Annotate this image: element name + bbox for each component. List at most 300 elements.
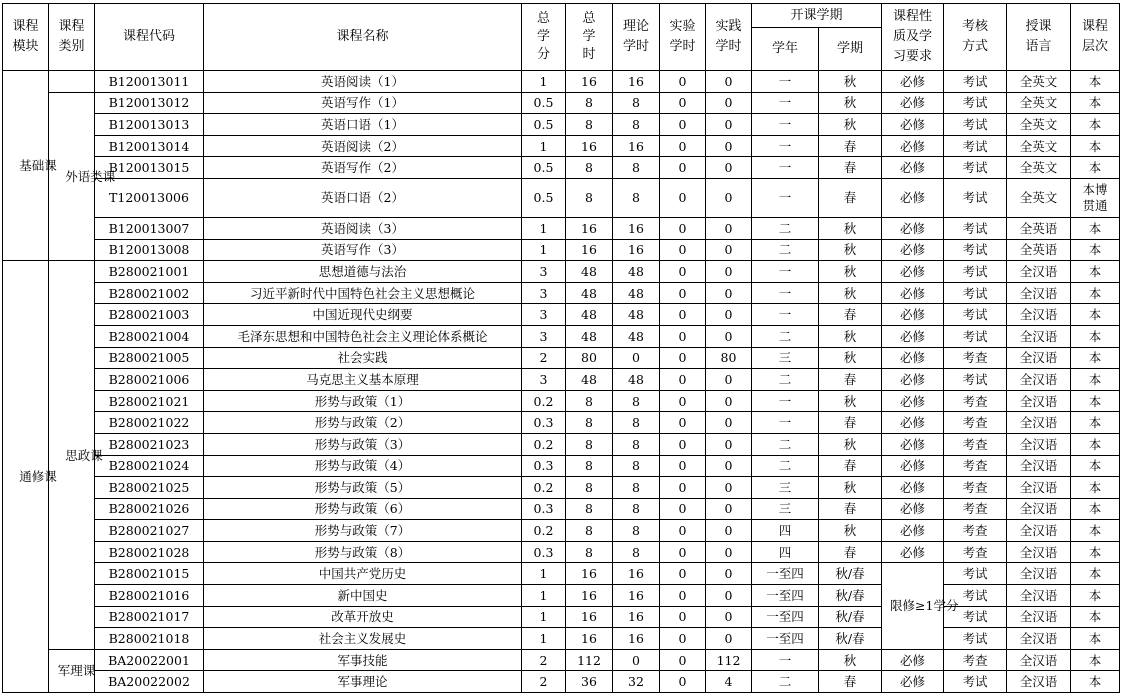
cell-lang: 全汉语	[1007, 282, 1071, 304]
cell-credits: 0.3	[522, 541, 566, 563]
table-row	[3, 541, 1120, 563]
cell-theory: 48	[613, 261, 660, 283]
cell-year: 一至四	[752, 606, 819, 628]
cell-theory: 16	[613, 585, 660, 607]
cell-lab: 0	[660, 261, 706, 283]
cell-nature: 必修	[882, 347, 944, 369]
cell-credits: 3	[522, 282, 566, 304]
cell-theory: 16	[613, 135, 660, 157]
cell-year: 一	[752, 412, 819, 434]
cell-sem: 春	[819, 135, 882, 157]
cell-practice: 0	[706, 157, 752, 179]
category-political: 思政课	[49, 261, 95, 650]
cell-assess: 考试	[944, 261, 1007, 283]
cell-year: 二	[752, 217, 819, 239]
table-row	[3, 412, 1120, 434]
cell-lang: 全汉语	[1007, 671, 1071, 693]
cell-level: 本	[1071, 114, 1120, 136]
cell-lang: 全英文	[1007, 178, 1071, 217]
cell-level: 本	[1071, 585, 1120, 607]
cell-assess: 考试	[944, 282, 1007, 304]
cell-code: B120013007	[95, 217, 204, 239]
table-row	[3, 178, 1120, 217]
module-basic: 基础课	[3, 71, 49, 261]
cell-assess: 考查	[944, 433, 1007, 455]
cell-name: 形势与政策（8）	[204, 541, 522, 563]
cell-year: 一	[752, 390, 819, 412]
cell-lang: 全汉语	[1007, 369, 1071, 391]
cell-code: B280021017	[95, 606, 204, 628]
cell-nature: 必修	[882, 433, 944, 455]
cell-theory: 48	[613, 282, 660, 304]
cell-nature: 必修	[882, 390, 944, 412]
cell-practice: 80	[706, 347, 752, 369]
table-row	[3, 261, 1120, 283]
cell-nature: 必修	[882, 671, 944, 693]
cell-name: 英语阅读（1）	[204, 71, 522, 93]
cell-name: 习近平新时代中国特色社会主义思想概论	[204, 282, 522, 304]
cell-year: 二	[752, 671, 819, 693]
table-row	[3, 304, 1120, 326]
cell-year: 二	[752, 455, 819, 477]
cell-lang: 全汉语	[1007, 433, 1071, 455]
cell-practice: 0	[706, 606, 752, 628]
cell-sem: 春	[819, 541, 882, 563]
cell-practice: 0	[706, 477, 752, 499]
cell-credits: 0.5	[522, 178, 566, 217]
cell-lab: 0	[660, 390, 706, 412]
cell-level: 本	[1071, 606, 1120, 628]
cell-code: B280021004	[95, 325, 204, 347]
course-table-body	[3, 71, 1120, 693]
cell-assess: 考试	[944, 71, 1007, 93]
cell-lang: 全英文	[1007, 135, 1071, 157]
cell-code: B280021002	[95, 282, 204, 304]
cell-credits: 1	[522, 135, 566, 157]
cell-level: 本	[1071, 217, 1120, 239]
cell-lab: 0	[660, 347, 706, 369]
cell-lab: 0	[660, 585, 706, 607]
cell-nature: 必修	[882, 135, 944, 157]
cell-name: 英语写作（2）	[204, 157, 522, 179]
cell-lab: 0	[660, 563, 706, 585]
cell-hours: 48	[566, 304, 613, 326]
cell-theory: 16	[613, 217, 660, 239]
header-assess: 考核方式	[944, 4, 1007, 71]
cell-nature: 必修	[882, 477, 944, 499]
cell-name: 思想道德与法治	[204, 261, 522, 283]
cell-code: B280021024	[95, 455, 204, 477]
cell-lab: 0	[660, 455, 706, 477]
cell-name: 毛泽东思想和中国特色社会主义理论体系概论	[204, 325, 522, 347]
cell-year: 三	[752, 498, 819, 520]
cell-year: 一至四	[752, 628, 819, 650]
table-row	[3, 433, 1120, 455]
cell-credits: 0.2	[522, 520, 566, 542]
cell-name: 军事技能	[204, 649, 522, 671]
cell-hours: 16	[566, 239, 613, 261]
cell-assess: 考查	[944, 649, 1007, 671]
cell-name: 马克思主义基本原理	[204, 369, 522, 391]
cell-hours: 8	[566, 412, 613, 434]
cell-name: 中国共产党历史	[204, 563, 522, 585]
cell-level: 本	[1071, 261, 1120, 283]
header-name: 课程名称	[204, 4, 522, 71]
cell-theory: 8	[613, 477, 660, 499]
cell-code: B280021018	[95, 628, 204, 650]
cell-hours: 8	[566, 114, 613, 136]
cell-theory: 8	[613, 92, 660, 114]
table-row	[3, 649, 1120, 671]
cell-hours: 16	[566, 585, 613, 607]
cell-practice: 0	[706, 114, 752, 136]
cell-name: 英语口语（1）	[204, 114, 522, 136]
cell-name: 改革开放史	[204, 606, 522, 628]
cell-credits: 0.5	[522, 157, 566, 179]
cell-level: 本	[1071, 282, 1120, 304]
cell-assess: 考查	[944, 390, 1007, 412]
cell-lab: 0	[660, 498, 706, 520]
cell-practice: 0	[706, 135, 752, 157]
cell-code: BA20022002	[95, 671, 204, 693]
cell-practice: 0	[706, 520, 752, 542]
cell-nature: 必修	[882, 520, 944, 542]
cell-theory: 48	[613, 325, 660, 347]
cell-credits: 2	[522, 347, 566, 369]
cell-assess: 考试	[944, 217, 1007, 239]
cell-hours: 112	[566, 649, 613, 671]
table-row	[3, 325, 1120, 347]
cell-hours: 8	[566, 92, 613, 114]
cell-hours: 8	[566, 520, 613, 542]
cell-lab: 0	[660, 157, 706, 179]
cell-nature: 必修	[882, 114, 944, 136]
cell-level: 本	[1071, 541, 1120, 563]
cell-credits: 3	[522, 325, 566, 347]
cell-level: 本	[1071, 433, 1120, 455]
cell-sem: 秋	[819, 325, 882, 347]
cell-lang: 全汉语	[1007, 563, 1071, 585]
cell-theory: 16	[613, 563, 660, 585]
table-row	[3, 671, 1120, 693]
cell-year: 一	[752, 304, 819, 326]
cell-year: 一	[752, 114, 819, 136]
header-level: 课程层次	[1071, 4, 1120, 71]
cell-hours: 80	[566, 347, 613, 369]
cell-practice: 0	[706, 325, 752, 347]
cell-lang: 全汉语	[1007, 520, 1071, 542]
cell-practice: 0	[706, 412, 752, 434]
cell-code: B120013013	[95, 114, 204, 136]
cell-sem: 春	[819, 304, 882, 326]
table-row	[3, 628, 1120, 650]
cell-lab: 0	[660, 412, 706, 434]
header-term-group: 开课学期	[752, 4, 882, 28]
cell-year: 一至四	[752, 585, 819, 607]
cell-credits: 0.2	[522, 390, 566, 412]
cell-theory: 48	[613, 369, 660, 391]
cell-hours: 16	[566, 606, 613, 628]
cell-level: 本	[1071, 239, 1120, 261]
cell-level: 本	[1071, 563, 1120, 585]
cell-hours: 8	[566, 498, 613, 520]
cell-credits: 1	[522, 606, 566, 628]
cell-name: 形势与政策（1）	[204, 390, 522, 412]
cell-code: B280021021	[95, 390, 204, 412]
cell-lang: 全英文	[1007, 71, 1071, 93]
cell-assess: 考查	[944, 455, 1007, 477]
table-row	[3, 157, 1120, 179]
module-general: 通修课	[3, 261, 49, 693]
cell-code: BA20022001	[95, 649, 204, 671]
cell-name: 中国近现代史纲要	[204, 304, 522, 326]
cell-credits: 0.2	[522, 477, 566, 499]
cell-sem: 秋/春	[819, 628, 882, 650]
cell-sem: 秋	[819, 282, 882, 304]
cell-credits: 3	[522, 304, 566, 326]
cell-practice: 0	[706, 304, 752, 326]
cell-lang: 全汉语	[1007, 606, 1071, 628]
cell-lab: 0	[660, 477, 706, 499]
table-row	[3, 498, 1120, 520]
cell-practice: 0	[706, 261, 752, 283]
cell-hours: 8	[566, 541, 613, 563]
cell-nature: 必修	[882, 325, 944, 347]
cell-practice: 0	[706, 217, 752, 239]
cell-credits: 2	[522, 649, 566, 671]
cell-sem: 秋/春	[819, 563, 882, 585]
cell-assess: 考查	[944, 520, 1007, 542]
cell-assess: 考试	[944, 325, 1007, 347]
cell-level: 本	[1071, 71, 1120, 93]
cell-nature: 必修	[882, 304, 944, 326]
cell-lab: 0	[660, 606, 706, 628]
cell-name: 英语写作（3）	[204, 239, 522, 261]
cell-hours: 8	[566, 455, 613, 477]
cell-hours: 48	[566, 369, 613, 391]
cell-level: 本博贯通	[1071, 178, 1120, 217]
cell-credits: 3	[522, 261, 566, 283]
cell-assess: 考试	[944, 671, 1007, 693]
cell-level: 本	[1071, 135, 1120, 157]
cell-name: 形势与政策（3）	[204, 433, 522, 455]
cell-sem: 秋	[819, 433, 882, 455]
table-row	[3, 520, 1120, 542]
table-row	[3, 369, 1120, 391]
cell-assess: 考试	[944, 239, 1007, 261]
cell-theory: 8	[613, 412, 660, 434]
table-row	[3, 390, 1120, 412]
cell-sem: 秋	[819, 520, 882, 542]
cell-sem: 秋	[819, 347, 882, 369]
cell-code: B280021023	[95, 433, 204, 455]
cell-sem: 秋	[819, 71, 882, 93]
cell-sem: 秋/春	[819, 606, 882, 628]
cell-name: 英语写作（1）	[204, 92, 522, 114]
header-practice: 实践学时	[706, 4, 752, 71]
cell-practice: 0	[706, 498, 752, 520]
table-row	[3, 239, 1120, 261]
cell-assess: 考查	[944, 477, 1007, 499]
cell-sem: 秋	[819, 477, 882, 499]
cell-level: 本	[1071, 671, 1120, 693]
table-row	[3, 217, 1120, 239]
header-credits: 总学分	[522, 4, 566, 71]
cell-level: 本	[1071, 157, 1120, 179]
table-row	[3, 455, 1120, 477]
cell-name: 形势与政策（6）	[204, 498, 522, 520]
cell-year: 一	[752, 157, 819, 179]
cell-nature: 必修	[882, 178, 944, 217]
header-nature: 课程性质及学习要求	[882, 4, 944, 71]
header-code: 课程代码	[95, 4, 204, 71]
cell-year: 二	[752, 369, 819, 391]
cell-hours: 16	[566, 135, 613, 157]
cell-practice: 0	[706, 390, 752, 412]
category-foreign-top	[49, 71, 95, 93]
cell-nature: 必修	[882, 498, 944, 520]
cell-lang: 全汉语	[1007, 347, 1071, 369]
cell-theory: 48	[613, 304, 660, 326]
cell-sem: 秋	[819, 114, 882, 136]
cell-code: B120013008	[95, 239, 204, 261]
cell-theory: 32	[613, 671, 660, 693]
cell-practice: 4	[706, 671, 752, 693]
header-semester: 学期	[819, 28, 882, 71]
cell-code: B280021027	[95, 520, 204, 542]
cell-lang: 全汉语	[1007, 628, 1071, 650]
cell-theory: 0	[613, 347, 660, 369]
cell-theory: 8	[613, 541, 660, 563]
cell-code: B280021028	[95, 541, 204, 563]
cell-code: B280021026	[95, 498, 204, 520]
category-military: 军理课	[49, 649, 95, 692]
cell-year: 一至四	[752, 563, 819, 585]
cell-year: 一	[752, 71, 819, 93]
table-row	[3, 477, 1120, 499]
cell-theory: 8	[613, 455, 660, 477]
cell-theory: 16	[613, 628, 660, 650]
cell-practice: 0	[706, 628, 752, 650]
cell-lang: 全汉语	[1007, 304, 1071, 326]
cell-lang: 全汉语	[1007, 477, 1071, 499]
cell-lab: 0	[660, 282, 706, 304]
cell-level: 本	[1071, 369, 1120, 391]
header-module: 课程模块	[3, 4, 49, 71]
cell-year: 一	[752, 261, 819, 283]
cell-hours: 8	[566, 178, 613, 217]
cell-lab: 0	[660, 135, 706, 157]
cell-practice: 0	[706, 71, 752, 93]
cell-level: 本	[1071, 92, 1120, 114]
cell-credits: 0.3	[522, 412, 566, 434]
header-year: 学年	[752, 28, 819, 71]
cell-credits: 1	[522, 628, 566, 650]
cell-hours: 16	[566, 563, 613, 585]
cell-year: 一	[752, 135, 819, 157]
cell-assess: 考试	[944, 304, 1007, 326]
cell-lang: 全汉语	[1007, 498, 1071, 520]
cell-level: 本	[1071, 304, 1120, 326]
cell-nature: 必修	[882, 369, 944, 391]
cell-lang: 全汉语	[1007, 585, 1071, 607]
cell-year: 一	[752, 282, 819, 304]
cell-practice: 0	[706, 178, 752, 217]
cell-credits: 0.2	[522, 433, 566, 455]
cell-assess: 考查	[944, 347, 1007, 369]
cell-theory: 8	[613, 498, 660, 520]
cell-hours: 8	[566, 433, 613, 455]
cell-code: B280021006	[95, 369, 204, 391]
cell-sem: 春	[819, 178, 882, 217]
cell-assess: 考查	[944, 498, 1007, 520]
cell-level: 本	[1071, 477, 1120, 499]
cell-name: 社会实践	[204, 347, 522, 369]
cell-assess: 考试	[944, 178, 1007, 217]
cell-hours: 48	[566, 325, 613, 347]
cell-hours: 16	[566, 628, 613, 650]
cell-lang: 全汉语	[1007, 261, 1071, 283]
cell-year: 一	[752, 178, 819, 217]
table-row	[3, 135, 1120, 157]
header-category: 课程类别	[49, 4, 95, 71]
cell-lab: 0	[660, 217, 706, 239]
cell-assess: 考试	[944, 157, 1007, 179]
cell-name: 形势与政策（7）	[204, 520, 522, 542]
cell-lang: 全汉语	[1007, 325, 1071, 347]
cell-lab: 0	[660, 541, 706, 563]
cell-nature: 必修	[882, 649, 944, 671]
cell-name: 英语口语（2）	[204, 178, 522, 217]
cell-sem: 春	[819, 412, 882, 434]
cell-sem: 春	[819, 498, 882, 520]
cell-hours: 36	[566, 671, 613, 693]
cell-sem: 春	[819, 369, 882, 391]
cell-level: 本	[1071, 325, 1120, 347]
cell-sem: 秋	[819, 239, 882, 261]
cell-hours: 8	[566, 390, 613, 412]
cell-practice: 0	[706, 92, 752, 114]
cell-credits: 1	[522, 217, 566, 239]
cell-year: 四	[752, 520, 819, 542]
cell-lab: 0	[660, 369, 706, 391]
cell-assess: 考试	[944, 628, 1007, 650]
cell-hours: 8	[566, 477, 613, 499]
cell-code: B280021001	[95, 261, 204, 283]
cell-code: B280021025	[95, 477, 204, 499]
cell-theory: 8	[613, 520, 660, 542]
cell-nature: 必修	[882, 455, 944, 477]
table-row	[3, 347, 1120, 369]
cell-year: 二	[752, 325, 819, 347]
cell-nature: 必修	[882, 92, 944, 114]
cell-assess: 考试	[944, 369, 1007, 391]
cell-nature: 必修	[882, 541, 944, 563]
cell-credits: 0.3	[522, 498, 566, 520]
cell-code: B280021005	[95, 347, 204, 369]
cell-lab: 0	[660, 239, 706, 261]
cell-practice: 0	[706, 239, 752, 261]
cell-credits: 1	[522, 71, 566, 93]
cell-lab: 0	[660, 92, 706, 114]
cell-name: 军事理论	[204, 671, 522, 693]
cell-hours: 16	[566, 71, 613, 93]
cell-year: 三	[752, 477, 819, 499]
cell-credits: 0.5	[522, 92, 566, 114]
cell-assess: 考试	[944, 135, 1007, 157]
cell-lab: 0	[660, 628, 706, 650]
cell-lang: 全汉语	[1007, 390, 1071, 412]
